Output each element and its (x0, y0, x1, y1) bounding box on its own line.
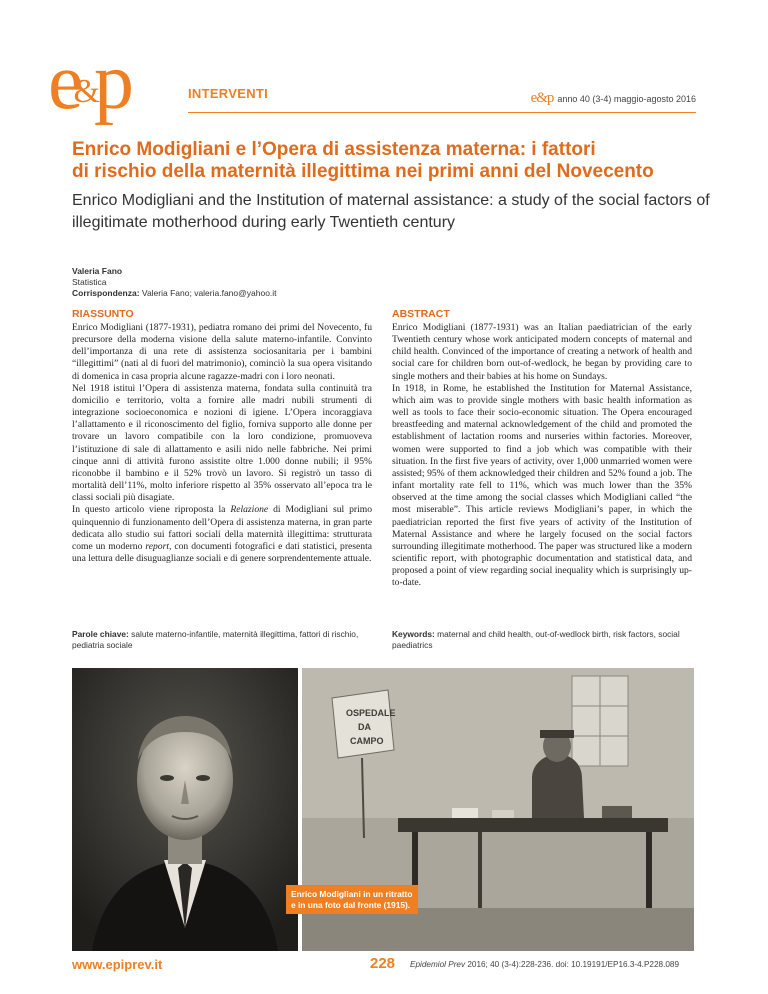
correspondence (72, 288, 277, 299)
riassunto-text (72, 322, 372, 565)
abstract-paragraph: Enrico Modigliani (1877-1931) was an Italian paediatrician of the early Twentieth century whose work anticipated modern concepts of maternal and child health. Convinced of the importance of creating a network of health and social care for children born out-of-wedlock, he began by providing care to single mothers and their babies at his home on Sundays. (392, 322, 692, 382)
abstract-text (392, 322, 692, 589)
author-block (72, 266, 277, 299)
article-title: Enrico Modigliani e l’Opera di assistenza materna: i fattori di rischio della maternità illegittima nei primi anni del Novecento (72, 139, 654, 182)
sign-text: CAMPO (350, 736, 384, 746)
mini-logo: e&p (530, 90, 554, 106)
journal-name: Epidemiol Prev (410, 960, 466, 969)
riassunto-heading: RIASSUNTO (72, 308, 134, 320)
keywords-en: Keywords: maternal and child health, out-of-wedlock birth, risk factors, social paediatrics (392, 629, 680, 650)
keywords-it: Parole chiave: salute materno-infantile, maternità illegittima, fattori di rischio, pediatria sociale (72, 629, 359, 650)
abstract-paragraph: In 1918, in Rome, he established the Institution for Maternal Assistance, which aim was to provide single mothers with basic health information as well as tools to face their socio-economic situation. The Opera encouraged breastfeeding and maternal acknowledgement of the child and promoted the establishment of lactation rooms and nurseries within factories. Moreover, women were supported to find a job which was compatible with their situation. In the first five years of activity, over 1,000 unmarried women were assisted; 95% of them acknowledged their children and 52% found a job. The infant mortality rate fell to 11%, which was much lower than the 35% observed at the time among the social classes which Modigliani called “the most miserable”. This article reviews Modigliani’s paper, in which the paediatrician reported the first five years of activity of the Institution of Maternal Assistance and where he largely focused on the social factors surrounding illegitimate motherhood. The paper was structured like a modern scientific report, with photographic documentation and statistical data, and proposed a point of view regarding social inequality which is surprisingly up-to-date. (392, 382, 692, 589)
figure-caption: Enrico Modigliani in un ritratto e in una foto dal fronte (1915). (286, 885, 418, 914)
journal-logo: e&p (48, 38, 130, 126)
issue-info (531, 90, 696, 107)
correspondence-label: Corrispondenza: (72, 288, 140, 298)
abstract-column (392, 308, 692, 589)
riassunto-column (72, 308, 372, 565)
author-affiliation: Statistica (72, 277, 107, 287)
article-subtitle: Enrico Modigliani and the Institution of maternal assistance: a study of the social factors of illegitimate motherhood during early Twentieth century (72, 192, 710, 231)
footer-url[interactable]: www.epiprev.it (72, 957, 163, 972)
page-header (0, 0, 768, 126)
citation-text: 2016; 40 (3-4):228-236. doi: 10.19191/EP16.3-4.P228.089 (465, 960, 680, 969)
header-divider (188, 112, 696, 113)
portrait-photo (72, 668, 298, 951)
issue-text: anno 40 (3-4) maggio-agosto 2016 (557, 94, 696, 104)
sign-text: DA (358, 722, 371, 732)
sign-text: OSPEDALE (346, 708, 396, 718)
citation (410, 960, 679, 969)
riassunto-paragraph: Enrico Modigliani (1877-1931), pediatra romano dei primi del Novecento, fu precursore della moderna visione della salute materno-infantile. Convinto dell’importanza di una rete di assistenza sociosanitaria per i bambini “illegittimi” (nati al di fuori del matrimonio), cominciò la sua opera visitando di domenica in casa propria alcune ragazze-madri con i loro neonati. (72, 322, 372, 382)
riassunto-paragraph: In questo articolo viene riproposta la Relazione di Modigliani sul primo quinquennio di funzionamento dell’Opera di assistenza materna, in gran parte dedicata allo studio sui fattori sociali della maternità illegittima: strutturata come un moderno report, con documenti fotografici e dati statistici, presenta una lettura delle disuguaglianze sociali e di genere sorprendentemente attuale. (72, 504, 372, 564)
abstract-heading: ABSTRACT (392, 308, 450, 320)
portrait-illustration (72, 668, 298, 951)
correspondence-text: Valeria Fano; valeria.fano@yahoo.it (141, 288, 277, 298)
riassunto-paragraph: Nel 1918 istituì l’Opera di assistenza materna, fondata sulla continuità tra domicilio e territorio, volta a fornire alle madri nubili strumenti di integrazione socioeconomica e nozioni di igiene. L’Opera incoraggiava l’allattamento e il riconoscimento del figlio, forniva supporto alle donne per trovare un lavoro compatibile con la loro condizione, promuoveva l’istituzione di sale di allattamento e asili nido nelle fabbriche. Nei primi cinque anni di attività furono assistite oltre 1.000 donne nubili; il 95% riconobbe il bambino e il 52% trovò un lavoro. Si registrò un tasso di mortalità dell’11%, molto inferiore rispetto al 35% osservato all’epoca tra le classi sociali più disagiate. (72, 382, 372, 504)
page-number: 228 (370, 955, 396, 972)
author-name: Valeria Fano (72, 266, 123, 276)
section-label: INTERVENTI (188, 86, 269, 101)
